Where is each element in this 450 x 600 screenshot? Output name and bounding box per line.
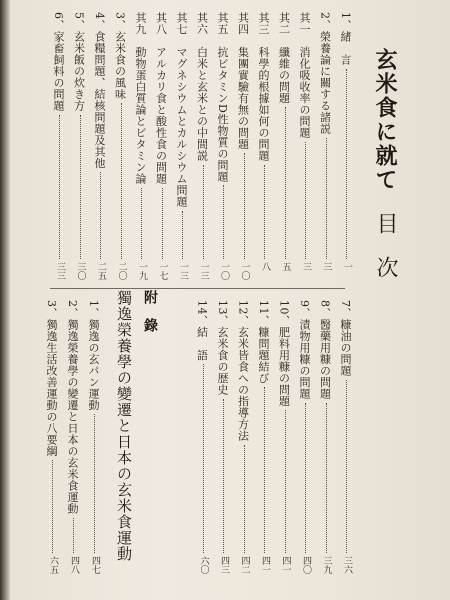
toc-entry-label: 其七 マグネシウムとカルシウム問題 [175,12,188,208]
page-binding-shadow [0,0,10,600]
toc-entry-label: 10、肥料用糠の問題 [277,300,291,407]
appendix-heading: 附 錄 [142,290,158,332]
toc-page-number: 四二 [239,556,250,574]
toc-page-number: 四三 [219,556,229,574]
toc-leader-dots [59,115,60,260]
toc-heading: 目 次 [373,212,398,278]
toc-leader-dots [73,518,74,554]
book-title: 玄米食に就て [372,48,398,192]
toc-entry-label: 其四 集團實驗有無の問題 [236,12,250,150]
toc-page-number: 三〇 [75,262,86,280]
toc-entry-label: 12、玄米皆食への指導方法 [236,300,250,442]
toc-entry-label: 其八 アルカリ食と酸性食の問題 [154,12,168,185]
toc-entry-label: 3、獨逸生活改善運動の八要綱 [45,300,58,457]
toc-entry-label: 2、榮養論に關する諸説 [318,12,332,135]
toc-page-number: 四八 [69,556,79,574]
toc-leader-dots [285,410,286,553]
toc-page-number: 一〇 [219,262,229,280]
toc-leader-dots [346,69,347,260]
toc-leader-dots [285,107,286,259]
toc-leader-dots [121,103,122,259]
toc-entry-label: 其五 抗ビタミンD性物質の問題 [216,12,229,183]
toc-leader-dots [305,403,306,554]
toc-leader-dots [100,172,101,259]
toc-page-number: 六五 [48,556,58,574]
toc-page-number: 四七 [90,556,100,574]
toc-leader-dots [244,153,245,259]
toc-page-number: 二五 [96,262,106,280]
toc-entry-label: 7、糠油の問題 [339,300,352,377]
toc-entry-label: 其三 科學的根據如何の問題 [257,12,270,162]
toc-leader-dots [326,138,327,260]
toc-leader-dots [203,165,204,260]
appendix-title: 獨逸榮養學の變遷と日本の玄米食運動 [115,290,133,562]
toc-leader-dots [94,414,95,553]
toc-leader-dots [223,185,224,259]
toc-leader-dots [346,380,347,554]
toc-entry-label: 其九 動物蛋白質論とビタミン論 [134,12,147,185]
toc-entry-label: 1、緒 言 [339,12,352,66]
toc-entry-label: 4、食糧問題、結核問題及其他 [93,12,106,169]
toc-page-number: 三九 [321,556,332,574]
toc-entry-label: 13、玄米食の歴史 [216,300,229,396]
toc-page-number: 四一 [260,556,270,574]
toc-entry-label: 其六 白米と玄米との中間説 [195,12,209,162]
toc-entry-label: 11、糠問題結び [257,300,270,384]
toc-entry-label: 6、家畜飼料の問題 [52,12,65,112]
toc-leader-dots [182,211,183,260]
toc-leader-dots [162,188,163,260]
toc-entry-label: 9、漬物用糠の問題 [298,300,311,400]
toc-page-number: 八 [260,262,270,271]
toc-page-number: 二〇 [116,262,127,280]
section-divider [50,288,345,289]
toc-entry-label: 5、玄米飯の炊き方 [72,12,86,112]
toc-entry-label: 3、玄米食の風味 [113,12,127,100]
toc-page-number: 三 [301,262,311,271]
toc-page-number: 一三 [178,262,188,280]
toc-entry-label: 其二 纖維の問題 [277,12,291,104]
toc-entry-label: 14、結 語 [195,300,209,361]
toc-page-number: 四〇 [301,556,311,574]
toc-leader-dots [264,387,265,553]
toc-page-number: 三六 [342,556,352,574]
toc-page-number: 一 [342,262,352,271]
toc-leader-dots [223,399,224,554]
toc-page-number: 一三 [198,262,209,280]
toc-page-number: 六〇 [198,556,209,574]
toc-page-number: 一九 [137,262,147,280]
toc-page-number: 三 [321,262,332,271]
toc-entry-label: 其一 消化吸收率の問題 [298,12,311,139]
toc-page-number: 一〇 [239,262,250,280]
toc-leader-dots [264,165,265,260]
toc-leader-dots [305,142,306,260]
toc-leader-dots [244,445,245,554]
toc-entry-label: 2、獨逸榮養學の變遷と日本の玄米食運動 [66,300,79,515]
toc-page-number: 三三 [55,262,65,280]
toc-leader-dots [141,188,142,260]
toc-page-number: 五 [280,262,291,271]
toc-leader-dots [80,115,81,260]
toc-leader-dots [203,364,204,553]
toc-entry-label: 1、獨逸の玄パン運動 [87,300,100,411]
toc-page-number: 四一 [280,556,291,574]
toc-entry-label: 8、醫藥用糠の問題 [318,300,332,400]
toc-leader-dots [326,403,327,554]
toc-leader-dots [52,460,53,553]
toc-page-number: 一七 [157,262,168,280]
